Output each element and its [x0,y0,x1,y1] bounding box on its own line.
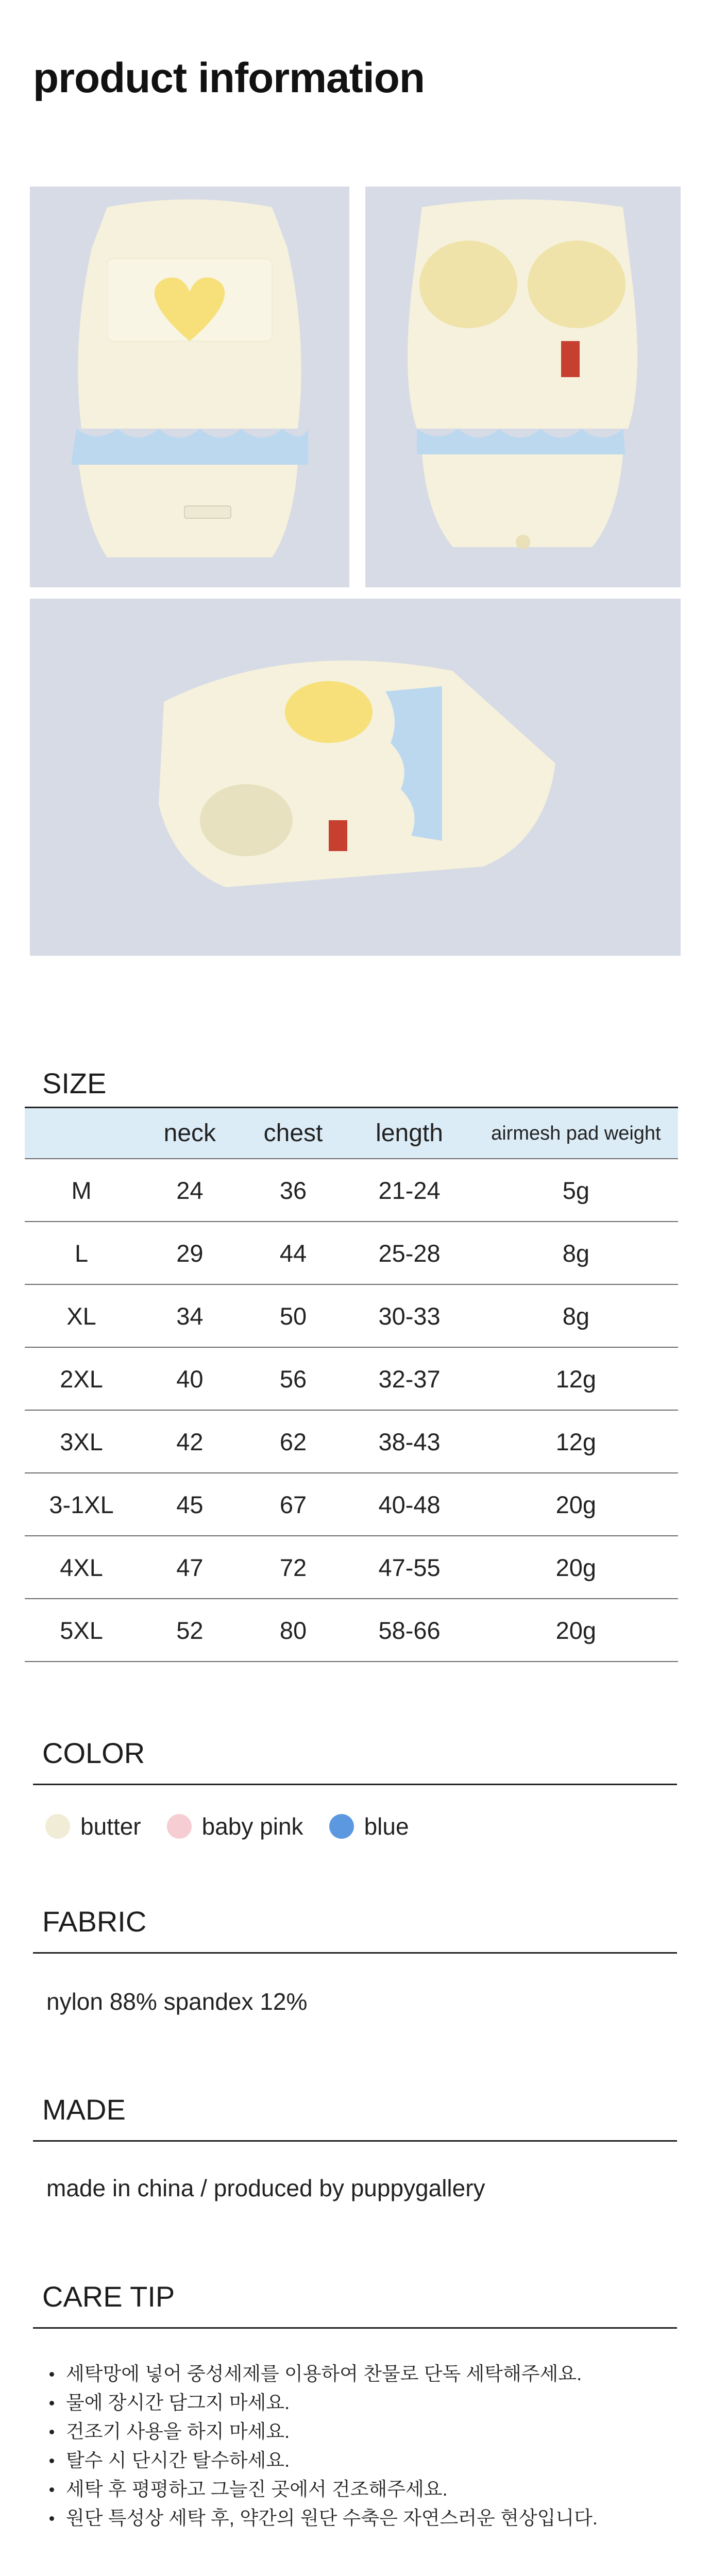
chest-cell: 56 [242,1347,345,1410]
table-row [25,1410,678,1473]
product-photo-back [365,187,681,587]
product-photo-side [30,599,681,956]
table-row [25,1473,678,1536]
size-cell: L [25,1222,138,1284]
neck-col-header: neck [138,1108,242,1159]
pad-weight-cell: 20g [474,1599,678,1662]
length-cell: 58-66 [345,1599,474,1662]
size-table [25,1107,678,1662]
color-option-blue [329,1812,409,1840]
color-label: baby pink [201,1813,303,1840]
product-photo-front [30,187,349,587]
neck-cell: 40 [138,1347,242,1410]
chest-cell: 67 [242,1473,345,1536]
made-divider [33,2140,677,2142]
size-cell: 4XL [25,1536,138,1599]
color-swatch-butter [45,1814,70,1839]
length-cell: 40-48 [345,1473,474,1536]
neck-cell: 47 [138,1536,242,1599]
fabric-divider [33,1952,677,1954]
color-option-baby-pink [167,1812,303,1840]
color-options [45,1812,435,1840]
length-cell: 47-55 [345,1536,474,1599]
fabric-text: nylon 88% spandex 12% [46,1988,308,2015]
table-row [25,1284,678,1347]
size-cell: XL [25,1284,138,1347]
neck-cell: 42 [138,1410,242,1473]
size-cell: 3-1XL [25,1473,138,1536]
pad-weight-cell: 12g [474,1347,678,1410]
length-cell: 30-33 [345,1284,474,1347]
chest-cell: 36 [242,1159,345,1222]
table-row [25,1159,678,1222]
size-col-header [25,1108,138,1159]
length-cell: 38-43 [345,1410,474,1473]
pad-weight-cell: 5g [474,1159,678,1222]
pad-weight-cell: 12g [474,1410,678,1473]
table-row [25,1347,678,1410]
list-item: 탈수 시 단시간 탈수하세요. [47,2446,666,2475]
length-cell: 32-37 [345,1347,474,1410]
neck-cell: 24 [138,1159,242,1222]
size-cell: 2XL [25,1347,138,1410]
table-row [25,1599,678,1662]
care-section-title: CARE TIP [42,2280,175,2313]
size-section-title: SIZE [42,1067,107,1099]
color-swatch-blue [329,1814,354,1839]
neck-cell: 45 [138,1473,242,1536]
page-title: product information [33,55,425,101]
neck-cell: 34 [138,1284,242,1347]
chest-col-header: chest [242,1108,345,1159]
color-divider [33,1784,677,1785]
pad-weight-cell: 20g [474,1536,678,1599]
color-option-butter [45,1812,141,1840]
pad-weight-col-header: airmesh pad weight [474,1108,678,1159]
fabric-section-title: FABRIC [42,1905,147,1938]
care-divider [33,2327,677,2329]
chest-cell: 80 [242,1599,345,1662]
length-col-header: length [345,1108,474,1159]
made-section-title: MADE [42,2093,126,2126]
chest-cell: 72 [242,1536,345,1599]
neck-cell: 29 [138,1222,242,1284]
chest-cell: 50 [242,1284,345,1347]
chest-cell: 44 [242,1222,345,1284]
table-row [25,1536,678,1599]
care-tip-list [47,2360,666,2533]
made-text: made in china / produced by puppygallery [46,2175,485,2201]
pad-weight-cell: 20g [474,1473,678,1536]
list-item: 세탁망에 넣어 중성세제를 이용하여 찬물로 단독 세탁해주세요. [47,2360,666,2388]
color-label: blue [364,1813,409,1840]
length-cell: 25-28 [345,1222,474,1284]
color-label: butter [80,1813,141,1840]
list-item: 세탁 후 평평하고 그늘진 곳에서 건조해주세요. [47,2475,666,2504]
length-cell: 21-24 [345,1159,474,1222]
size-cell: 3XL [25,1410,138,1473]
list-item: 물에 장시간 담그지 마세요. [47,2388,666,2417]
color-section-title: COLOR [42,1737,145,1769]
neck-cell: 52 [138,1599,242,1662]
color-swatch-baby-pink [167,1814,192,1839]
table-row [25,1222,678,1284]
list-item: 건조기 사용을 하지 마세요. [47,2417,666,2446]
pad-weight-cell: 8g [474,1284,678,1347]
size-table-header [25,1108,678,1159]
size-cell: M [25,1159,138,1222]
size-cell: 5XL [25,1599,138,1662]
pad-weight-cell: 8g [474,1222,678,1284]
chest-cell: 62 [242,1410,345,1473]
list-item: 원단 특성상 세탁 후, 약간의 원단 수축은 자연스러운 현상입니다. [47,2504,666,2533]
